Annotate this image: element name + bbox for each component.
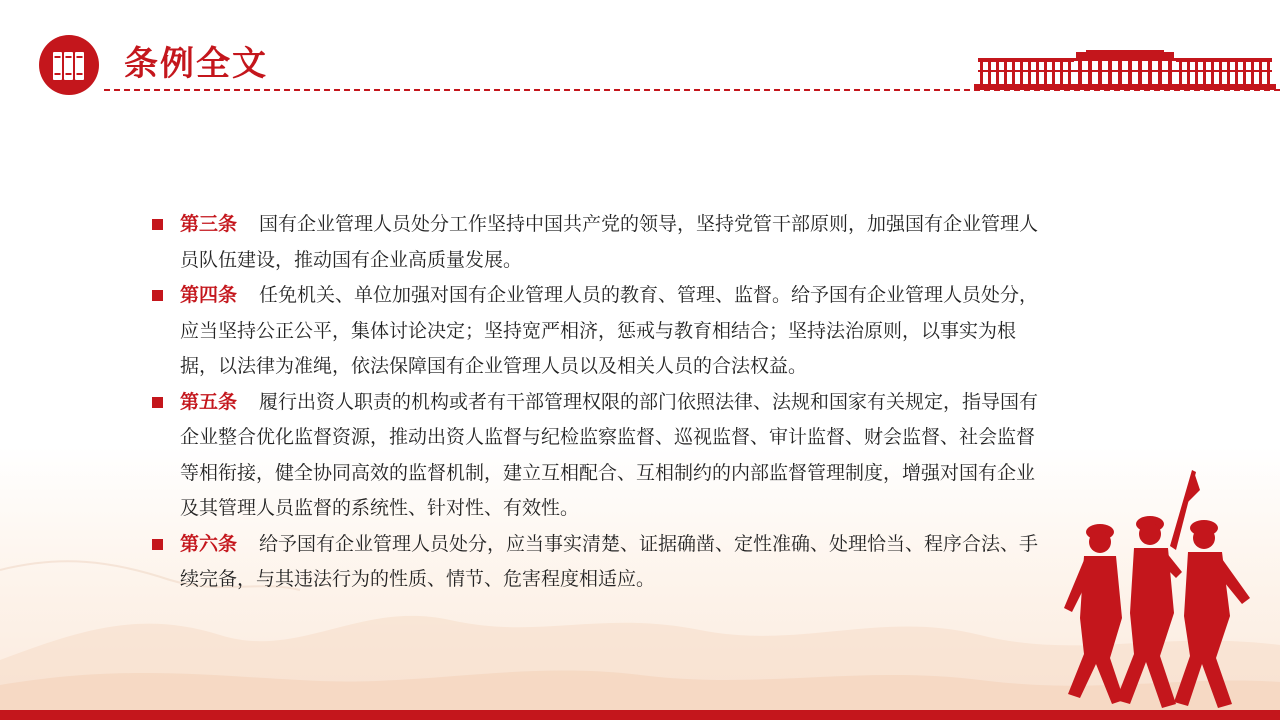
article-text: 给予国有企业管理人员处分，应当事实清楚、证据确凿、定性准确、处理恰当、程序合法、手续完备，与其违法行为的性质、情节、危害程度相适应。 xyxy=(180,532,1039,590)
books-icon xyxy=(38,34,100,96)
bullet-square-icon xyxy=(152,539,163,550)
article-text: 国有企业管理人员处分工作坚持中国共产党的领导，坚持党管干部原则，加强国有企业管理人员队伍建设，推动国有企业高质量发展。 xyxy=(180,213,1039,271)
article-list xyxy=(150,207,1050,598)
article-title: 第四条 xyxy=(180,284,238,306)
bottom-bar xyxy=(0,710,1280,720)
article-6 xyxy=(150,527,1050,598)
article-text: 履行出资人职责的机构或者有干部管理权限的部门依照法律、法规和国家有关规定，指导国有企业整合优化监督资源，推动出资人监督与纪检监察监督、巡视监督、审计监督、财会监督、社会监督等相衔接，健全协同高效的监督机制，建立互相配合、互相制约的内部监督管理制度，增强对国有企业及其管理人员监督的系统性、针对性、有效性。 xyxy=(180,390,1039,519)
article-4 xyxy=(150,278,1050,385)
bullet-square-icon xyxy=(152,219,163,230)
article-3 xyxy=(150,207,1050,278)
article-text: 任免机关、单位加强对国有企业管理人员的教育、管理、监督。给予国有企业管理人员处分，应当坚持公正公平，集体讨论决定；坚持宽严相济，惩戒与教育相结合；坚持法治原则，以事实为根据，以法律为准绳，依法保障国有企业管理人员以及相关人员的合法权益。 xyxy=(180,284,1039,377)
article-title: 第三条 xyxy=(180,213,238,235)
bullet-square-icon xyxy=(152,290,163,301)
building-silhouette-icon xyxy=(974,50,1276,90)
soldiers-silhouette-icon xyxy=(1050,468,1260,713)
bullet-square-icon xyxy=(152,397,163,408)
article-5 xyxy=(150,385,1050,527)
article-title: 第六条 xyxy=(180,532,238,555)
page-title: 条例全文 xyxy=(124,44,268,84)
article-title: 第五条 xyxy=(180,390,238,413)
